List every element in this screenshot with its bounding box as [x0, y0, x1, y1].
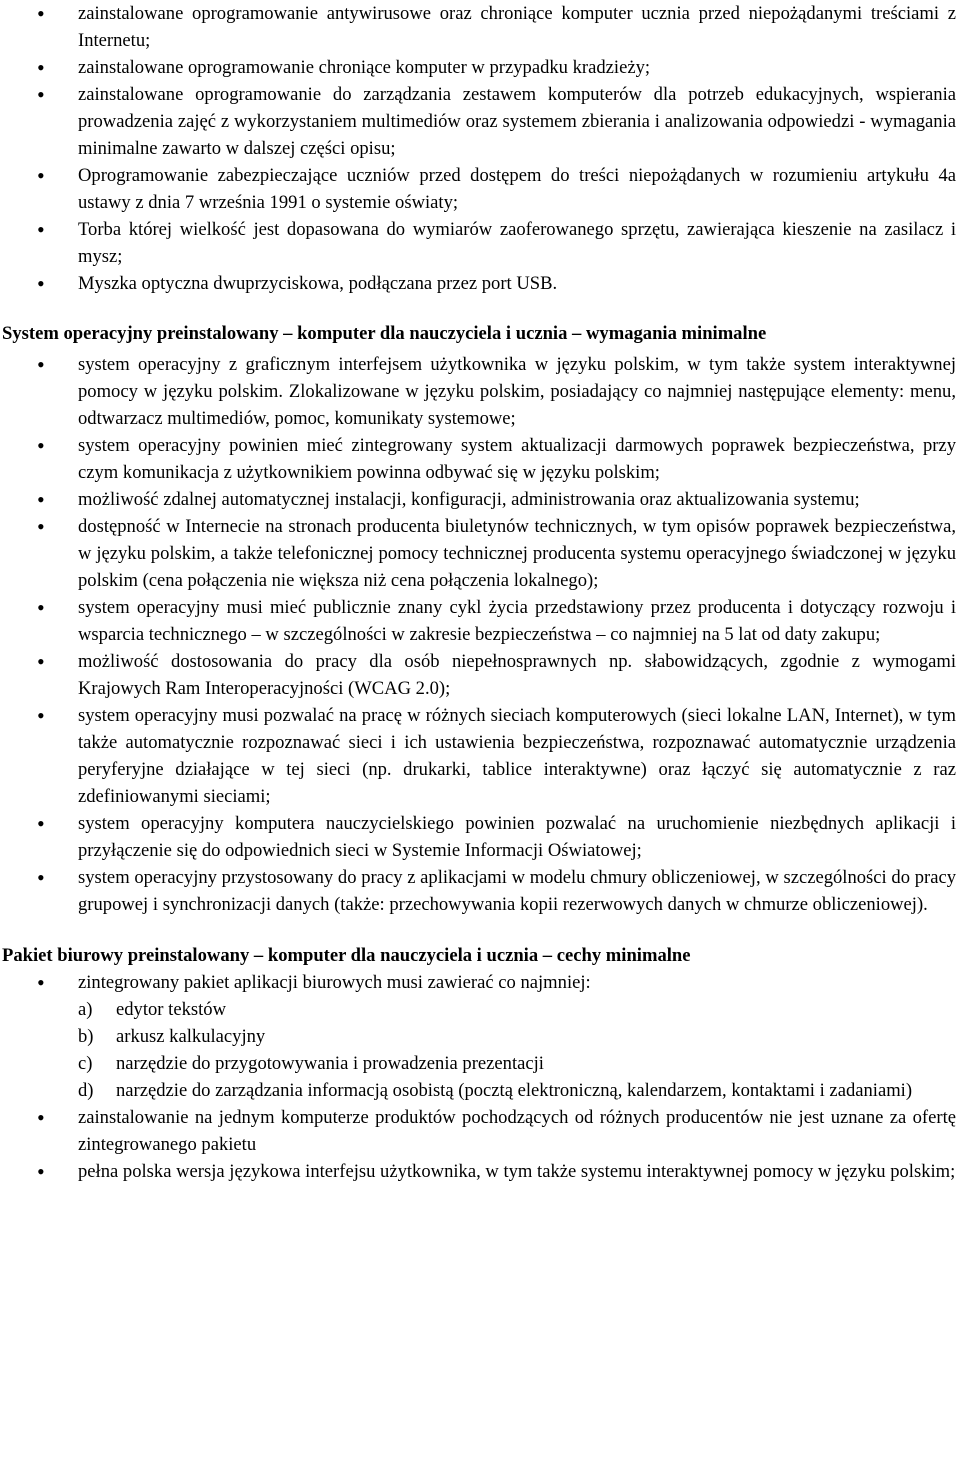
sub-list-item [78, 1050, 956, 1077]
sub-list-item [78, 996, 956, 1023]
list-item: • możliwość zdalnej automatycznej instalacji, konfiguracji, administrowania oraz aktualizowania systemu; [2, 486, 958, 513]
list-item: • Torba której wielkość jest dopasowana do wymiarów zaoferowanego sprzętu, zawierająca kieszenie na zasilacz i mysz; [2, 216, 958, 270]
sub-item-marker: d) [78, 1080, 94, 1101]
sub-item-text: narzędzie do przygotowywania i prowadzenia prezentacji [116, 1053, 544, 1074]
list-item: • zainstalowane oprogramowanie do zarządzania zestawem komputerów dla potrzeb edukacyjnych, wspierania prowadzenia zajęć z wykorzystaniem multimediów oraz systemem zbierania i analizowania odpowiedzi - wymagania minimalne zawarto w dalszej części opisu; [2, 81, 958, 162]
list-item: • możliwość dostosowania do pracy dla osób niepełnosprawnych np. słabowidzących, zgodnie z wymogami Krajowych Ram Interoperacyjności (WCAG 2.0); [2, 648, 958, 702]
sub-item-marker: c) [78, 1053, 93, 1074]
list-item: • system operacyjny musi mieć publicznie znany cykl życia przedstawiony przez producenta i dotyczący rozwoju i wsparcia technicznego – w szczególności w zakresie bezpieczeństwa – co najmniej na 5 lat od daty zakupu; [2, 594, 958, 648]
sub-item-text: edytor tekstów [116, 999, 226, 1020]
sub-list-item [78, 1023, 956, 1050]
list-item: • dostępność w Internecie na stronach producenta biuletynów technicznych, w tym opisów poprawek bezpieczeństwa, w języku polskim, a także telefonicznej pomocy technicznej producenta systemu operacyjnego świadczonej w języku polskim (cena połączenia nie większa niż cena połączenia lokalnego); [2, 513, 958, 594]
sub-item-text: narzędzie do zarządzania informacją osobistą (pocztą elektroniczną, kalendarzem, kontaktami i zadaniami) [116, 1080, 913, 1101]
list-item: • system operacyjny z graficznym interfejsem użytkownika w języku polskim, w tym także system interaktywnej pomocy w języku polskim. Zlokalizowane w języku polskim, posiadający co najmniej następujące elementy: menu, odtwarzacz multimediów, pomoc, komunikaty systemowe; [2, 351, 958, 432]
list-item: • system operacyjny komputera nauczycielskiego powinien pozwalać na uruchomienie niezbędnych aplikacji i przyłączenie się do odpowiednich sieci w Systemie Informacji Oświatowej; [2, 810, 958, 864]
list-item: • pełna polska wersja językowa interfejsu użytkownika, w tym także systemu interaktywnej pomocy w języku polskim; [2, 1158, 958, 1185]
list-item: • zainstalowane oprogramowanie chroniące komputer w przypadku kradzieży; [2, 54, 958, 81]
list-item: • zainstalowane oprogramowanie antywirusowe oraz chroniące komputer ucznia przed niepożądanymi treściami z Internetu; [2, 0, 958, 54]
sub-item-text: arkusz kalkulacyjny [116, 1026, 266, 1047]
list-item [2, 969, 958, 1104]
list-item: • Oprogramowanie zabezpieczające uczniów przed dostępem do treści niepożądanych w rozumieniu artykułu 4a ustawy z dnia 7 września 1991 o systemie oświaty; [2, 162, 958, 216]
sub-item-marker: b) [78, 1026, 94, 1047]
sub-item-marker: a) [78, 999, 93, 1020]
list-item: • system operacyjny musi pozwalać na pracę w różnych sieciach komputerowych (sieci lokalne LAN, Internet), w tym także automatycznie rozpoznawać sieci i ich ustawienia bezpieczeństwa, rozpoznawać automatycznie urządzenia peryferyjne działające w tej sieci (np. drukarki, tablice interaktywne) oraz łączyć się automatycznie z raz zdefiniowanymi sieciami; [2, 702, 958, 810]
office-section-heading: Pakiet biurowy preinstalowany – komputer dla nauczyciela i ucznia – cechy minimalne [2, 945, 691, 966]
os-requirements-list [2, 351, 958, 918]
os-section-heading: System operacyjny preinstalowany – komputer dla nauczyciela i ucznia – wymagania minimalne [2, 323, 767, 344]
office-intro: zintegrowany pakiet aplikacji biurowych musi zawierać co najmniej: [78, 972, 591, 993]
list-item: • zainstalowanie na jednym komputerze produktów pochodzących od różnych producentów nie jest uznane za ofertę zintegrowanego pakietu [2, 1104, 958, 1158]
sub-list-item [78, 1077, 956, 1104]
list-item: • system operacyjny powinien mieć zintegrowany system aktualizacji darmowych poprawek bezpieczeństwa, przy czym komunikacja z użytkownikiem powinna odbywać się w języku polskim; [2, 432, 958, 486]
office-sub-list [78, 996, 956, 1104]
top-bullet-list [2, 0, 958, 297]
office-requirements-list [2, 969, 958, 1185]
list-item: • Myszka optyczna dwuprzyciskowa, podłączana przez port USB. [2, 270, 958, 297]
list-item: • system operacyjny przystosowany do pracy z aplikacjami w modelu chmury obliczeniowej, w szczególności do pracy grupowej i synchronizacji danych (także: przechowywania kopii rezerwowych danych w chmurze obliczeniowej). [2, 864, 958, 918]
